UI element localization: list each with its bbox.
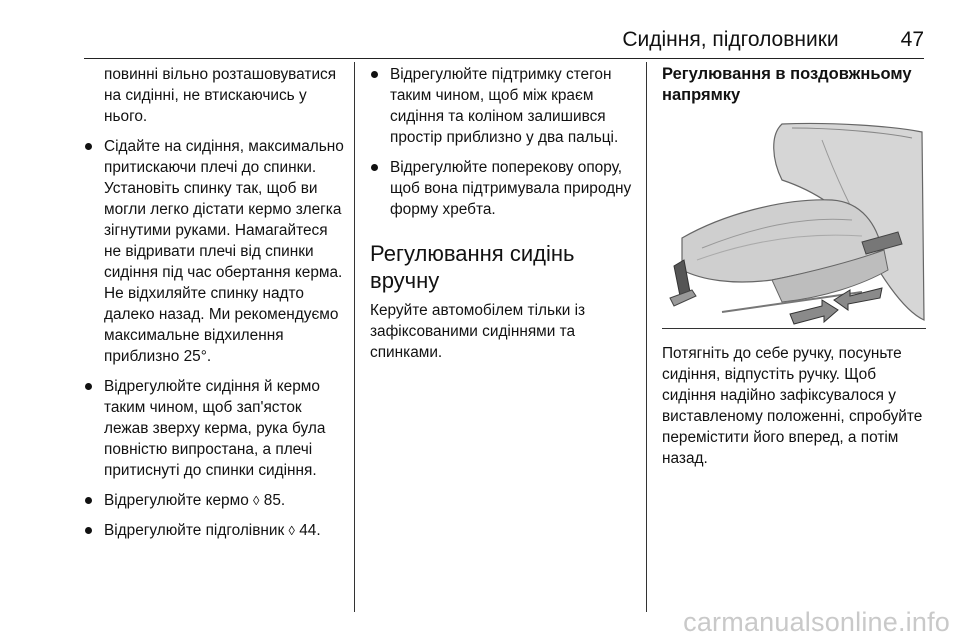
section-heading: Регулювання сидінь вручну <box>370 241 575 293</box>
bullet-list <box>84 136 344 541</box>
list-item <box>84 520 344 541</box>
list-item <box>84 136 344 367</box>
list-item-text: Відрегулюйте поперекову опору, щоб вона підтримувала природну форму хребта. <box>390 159 632 218</box>
page-reference-link[interactable]: 85. <box>263 492 286 509</box>
list-item-text: Відрегулюйте сидіння й кермо таким чином, щоб зап'ясток лежав зверху керма, рука була повністю випростана, а плечі притиснуті до спинки сидіння. <box>104 378 326 479</box>
page-number: 47 <box>900 28 924 51</box>
list-item-text: Відрегулюйте підтримку стегон таким чином, щоб між краєм сидіння та коліном залишився простір приблизно у два пальці. <box>390 66 619 146</box>
figure-caption: Потягніть до себе ручку, посуньте сидіння, відпустіть ручку. Щоб сидіння надійно зафіксувалося у виставленому положенні, спробуйте перемістити його вперед, а потім назад. <box>662 345 923 467</box>
column-2 <box>370 64 640 363</box>
column-divider <box>646 62 647 612</box>
column-divider <box>354 62 355 612</box>
list-item-text: Відрегулюйте підголівник <box>104 522 285 539</box>
column-3 <box>662 64 926 469</box>
page-reference-icon: ◊ <box>253 493 260 508</box>
watermark: carmanualsonline.info <box>683 607 950 637</box>
list-item <box>370 64 640 148</box>
list-item-text: Сідайте на сидіння, максимально притискаючи плечі до спинки. Установіть спинку так, щоб ви могли легко дістати кермо злегка зігнутими руками. Намагайтеся не відривати плечі від спинки сидіння під час обертання керма. Не відхиляйте спинку надто далеко назад. Ми рекомендуємо максимальне відхилення приблизно 25°. <box>104 138 344 365</box>
page-header <box>84 28 924 52</box>
seat-adjustment-illustration <box>662 120 926 328</box>
list-item <box>84 490 344 511</box>
page-title: Сидіння, підголовники <box>622 28 839 51</box>
list-item <box>84 376 344 481</box>
seat-adjustment-figure <box>662 120 926 329</box>
header-rule <box>84 58 924 59</box>
list-item <box>370 157 640 220</box>
subsection-heading: Регулювання в поздовжньому напрямку <box>662 65 912 104</box>
continuation-text: повинні вільно розташовуватися на сидінні, не втискаючись у нього. <box>104 66 337 125</box>
bullet-list <box>370 64 640 220</box>
page-reference-link[interactable]: 44. <box>299 522 321 539</box>
section-text: Керуйте автомобілем тільки із зафіксованими сидіннями та спинками. <box>370 302 586 361</box>
column-1 <box>84 64 344 541</box>
list-item-text: Відрегулюйте кермо <box>104 492 249 509</box>
page-reference-icon: ◊ <box>288 523 295 538</box>
